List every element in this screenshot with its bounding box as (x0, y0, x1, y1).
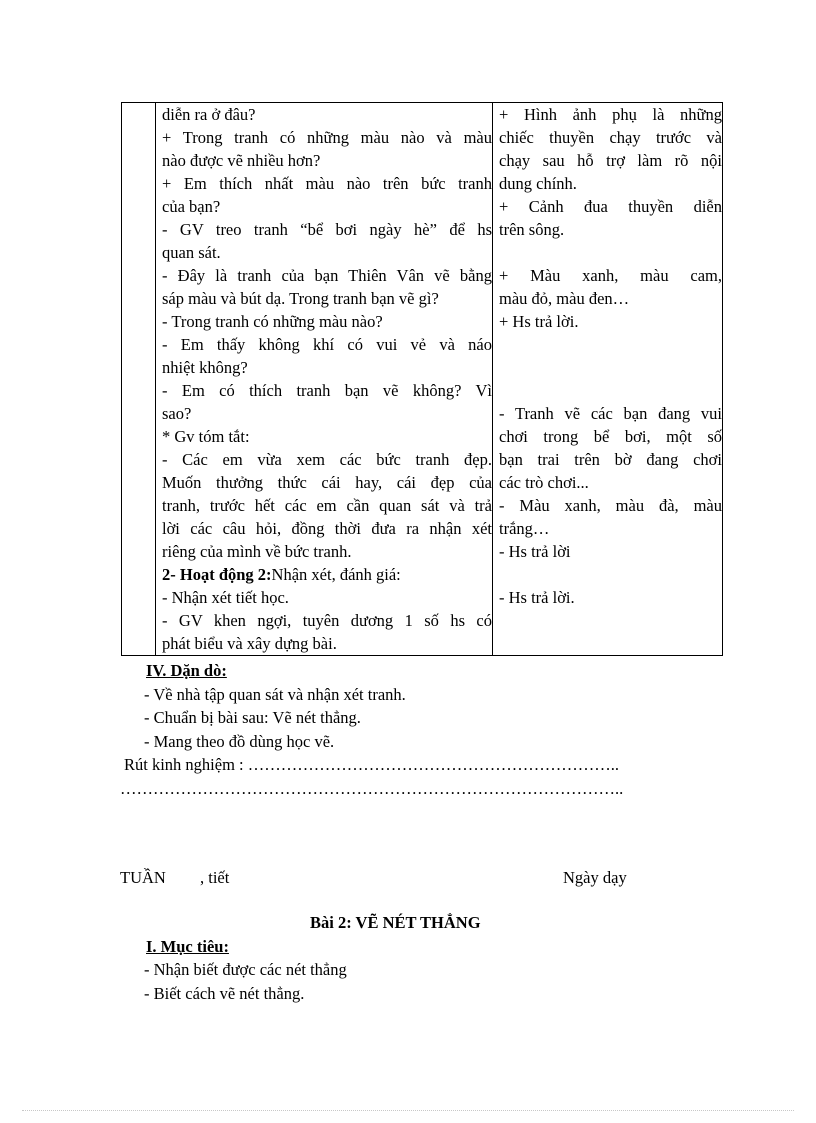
homework-item: - Về nhà tập quan sát và nhận xét tranh. (144, 685, 406, 704)
teacher-line: riêng của mình về bức tranh. (162, 542, 352, 561)
teacher-line: - Trong tranh có những màu nào? (162, 312, 383, 331)
student-line: trên sông. (499, 220, 565, 239)
period-label: , tiết (200, 868, 230, 887)
experience-line: Rút kinh nghiệm : ………………………………………………………….. (124, 755, 619, 774)
teacher-line: - Các em vừa xem các bức tranh đẹp. (162, 450, 492, 469)
objectives-heading: I. Mục tiêu: (146, 937, 229, 956)
index-column (122, 103, 156, 656)
objective-item: - Nhận biết được các nét thẳng (144, 960, 347, 979)
student-line: - Màu xanh, màu đà, màu (499, 496, 722, 515)
student-line: chơi trong bể bơi, một số (499, 427, 722, 446)
teacher-activity-column (156, 103, 493, 656)
student-line: màu đỏ, màu đen… (499, 289, 630, 308)
lesson-table (121, 102, 723, 656)
student-line: các trò chơi... (499, 473, 589, 492)
student-line (493, 356, 722, 379)
teacher-line: - Đây là tranh của bạn Thiên Vân vẽ bằng (162, 266, 492, 285)
teacher-line: lời các câu hỏi, đồng thời đưa ra nhận xét (162, 519, 492, 538)
week-label: TUẦN (120, 868, 166, 887)
teacher-line: của bạn? (162, 197, 221, 216)
student-line: - Hs trả lời. (499, 588, 575, 607)
teacher-line: sao? (162, 404, 192, 423)
student-line (493, 333, 722, 356)
page-bottom-border (22, 1110, 794, 1111)
student-line (493, 379, 722, 402)
teacher-line: nào được vẽ nhiều hơn? (162, 151, 321, 170)
student-line: + Màu xanh, màu cam, (499, 266, 722, 285)
teacher-line: * Gv tóm tắt: (162, 427, 250, 446)
teacher-line: tranh, trước hết các em cần quan sát và trả (162, 496, 492, 515)
student-line: dung chính. (499, 174, 577, 193)
teacher-line: nhiệt không? (162, 358, 248, 377)
teacher-line: Muốn thưởng thức cái hay, cái đẹp của (162, 473, 492, 492)
teacher-line: + Em thích nhất màu nào trên bức tranh (162, 174, 492, 193)
student-line: chạy sau hỗ trợ làm rõ nội (499, 151, 722, 170)
teacher-line: - Nhận xét tiết học. (162, 588, 289, 607)
activity-2-label: 2- Hoạt động 2: (162, 565, 272, 584)
section-4-heading: IV. Dặn dò: (146, 661, 227, 680)
student-line: + Cảnh đua thuyền diễn (499, 197, 722, 216)
teacher-line: - GV treo tranh “bể bơi ngày hè” để hs (162, 220, 492, 239)
dots-line: ……………………………………………………………………………….. (120, 779, 624, 798)
student-line: + Hs trả lời. (499, 312, 579, 331)
date-label: Ngày dạy (563, 868, 627, 887)
student-line: - Tranh vẽ các bạn đang vui (499, 404, 722, 423)
lesson-title: Bài 2: VẼ NÉT THẲNG (310, 913, 481, 932)
homework-item: - Chuẩn bị bài sau: Vẽ nét thẳng. (144, 708, 361, 727)
student-line: trắng… (499, 519, 550, 538)
activity-2-text: Nhận xét, đánh giá: (271, 565, 401, 584)
teacher-line: - GV khen ngợi, tuyên dương 1 số hs có (162, 611, 492, 630)
teacher-line: diễn ra ở đâu? (162, 105, 256, 124)
objective-item: - Biết cách vẽ nét thẳng. (144, 984, 305, 1003)
homework-item: - Mang theo đồ dùng học vẽ. (144, 732, 335, 751)
teacher-line: phát biểu và xây dựng bài. (162, 634, 337, 653)
student-line: + Hình ảnh phụ là những (499, 105, 722, 124)
teacher-line: sáp màu và bút dạ. Trong tranh bạn vẽ gì? (162, 289, 439, 308)
student-line (493, 241, 722, 264)
teacher-line: quan sát. (162, 243, 221, 262)
student-line (493, 563, 722, 586)
student-line: chiếc thuyền chạy trước và (499, 128, 722, 147)
teacher-line: - Em có thích tranh bạn vẽ không? Vì (162, 381, 492, 400)
teacher-line: + Trong tranh có những màu nào và màu (162, 128, 492, 147)
student-activity-column (493, 103, 723, 656)
student-line: bạn trai trên bờ đang chơi (499, 450, 722, 469)
teacher-line: - Em thấy không khí có vui vẻ và náo (162, 335, 492, 354)
student-line: - Hs trả lời (499, 542, 571, 561)
activity-2-line (156, 563, 492, 586)
